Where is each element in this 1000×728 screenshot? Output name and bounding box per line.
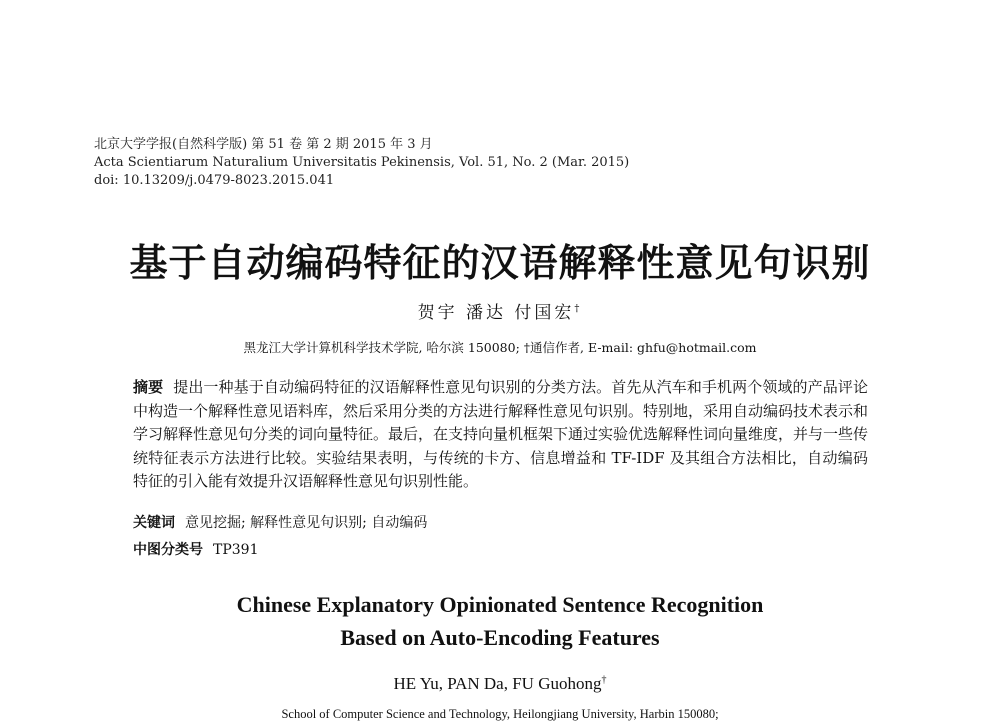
authors-zh-names: 贺宇 潘达 付国宏 [417, 303, 575, 323]
journal-line-zh: 北京大学学报(自然科学版) 第 51 卷 第 2 期 2015 年 3 月 [94, 137, 433, 152]
classification-number [133, 539, 258, 559]
journal-header [94, 136, 629, 190]
affiliation-en: School of Computer Science and Technology, Heilongjiang University, Harbin 150080; [281, 707, 719, 721]
authors-en-names: HE Yu, PAN Da, FU Guohong [393, 674, 602, 693]
title-en-line2: Based on Auto-Encoding Features [340, 625, 660, 650]
corresponding-mark-en: † [601, 674, 607, 686]
classification-text: TP391 [213, 542, 259, 558]
authors-en [0, 674, 1000, 694]
keywords-label: 关键词 [133, 515, 175, 531]
paper-title-en [0, 588, 1000, 654]
doi: doi: 10.13209/j.0479-8023.2015.041 [94, 173, 335, 188]
abstract [133, 376, 868, 494]
authors-zh [0, 298, 1000, 323]
keywords-text: 意见挖掘; 解释性意见句识别; 自动编码 [185, 515, 428, 531]
abstract-text: 提出一种基于自动编码特征的汉语解释性意见句识别的分类方法。首先从汽车和手机两个领域的产品评论中构造一个解释性意见语料库，然后采用分类的方法进行解释性意见句识别。特别地，采用自动编码技术表示和学习解释性意见句分类的词向量特征。最后，在支持向量机框架下通过实验优选解释性词向量维度，并与一些传统特征表示方法进行比较。实验结果表明，与传统的卡方、信息增益和 TF-IDF 及其组合方法相比，自动编码特征的引入能有效提升汉语解释性意见句识别性能。 [133, 378, 869, 490]
keywords [133, 512, 427, 532]
affiliation-zh: 黑龙江大学计算机科学技术学院, 哈尔滨 150080; †通信作者, E-mail: ghfu@hotmail.com [243, 340, 757, 355]
classification-label: 中图分类号 [133, 542, 203, 558]
paper-title-zh: 基于自动编码特征的汉语解释性意见句识别 [129, 241, 871, 285]
abstract-label: 摘要 [133, 378, 164, 396]
corresponding-mark-zh: † [574, 303, 583, 315]
title-en-line1: Chinese Explanatory Opinionated Sentence Recognition [236, 592, 764, 617]
journal-line-en: Acta Scientiarum Naturalium Universitatis Pekinensis, Vol. 51, No. 2 (Mar. 2015) [94, 155, 630, 170]
